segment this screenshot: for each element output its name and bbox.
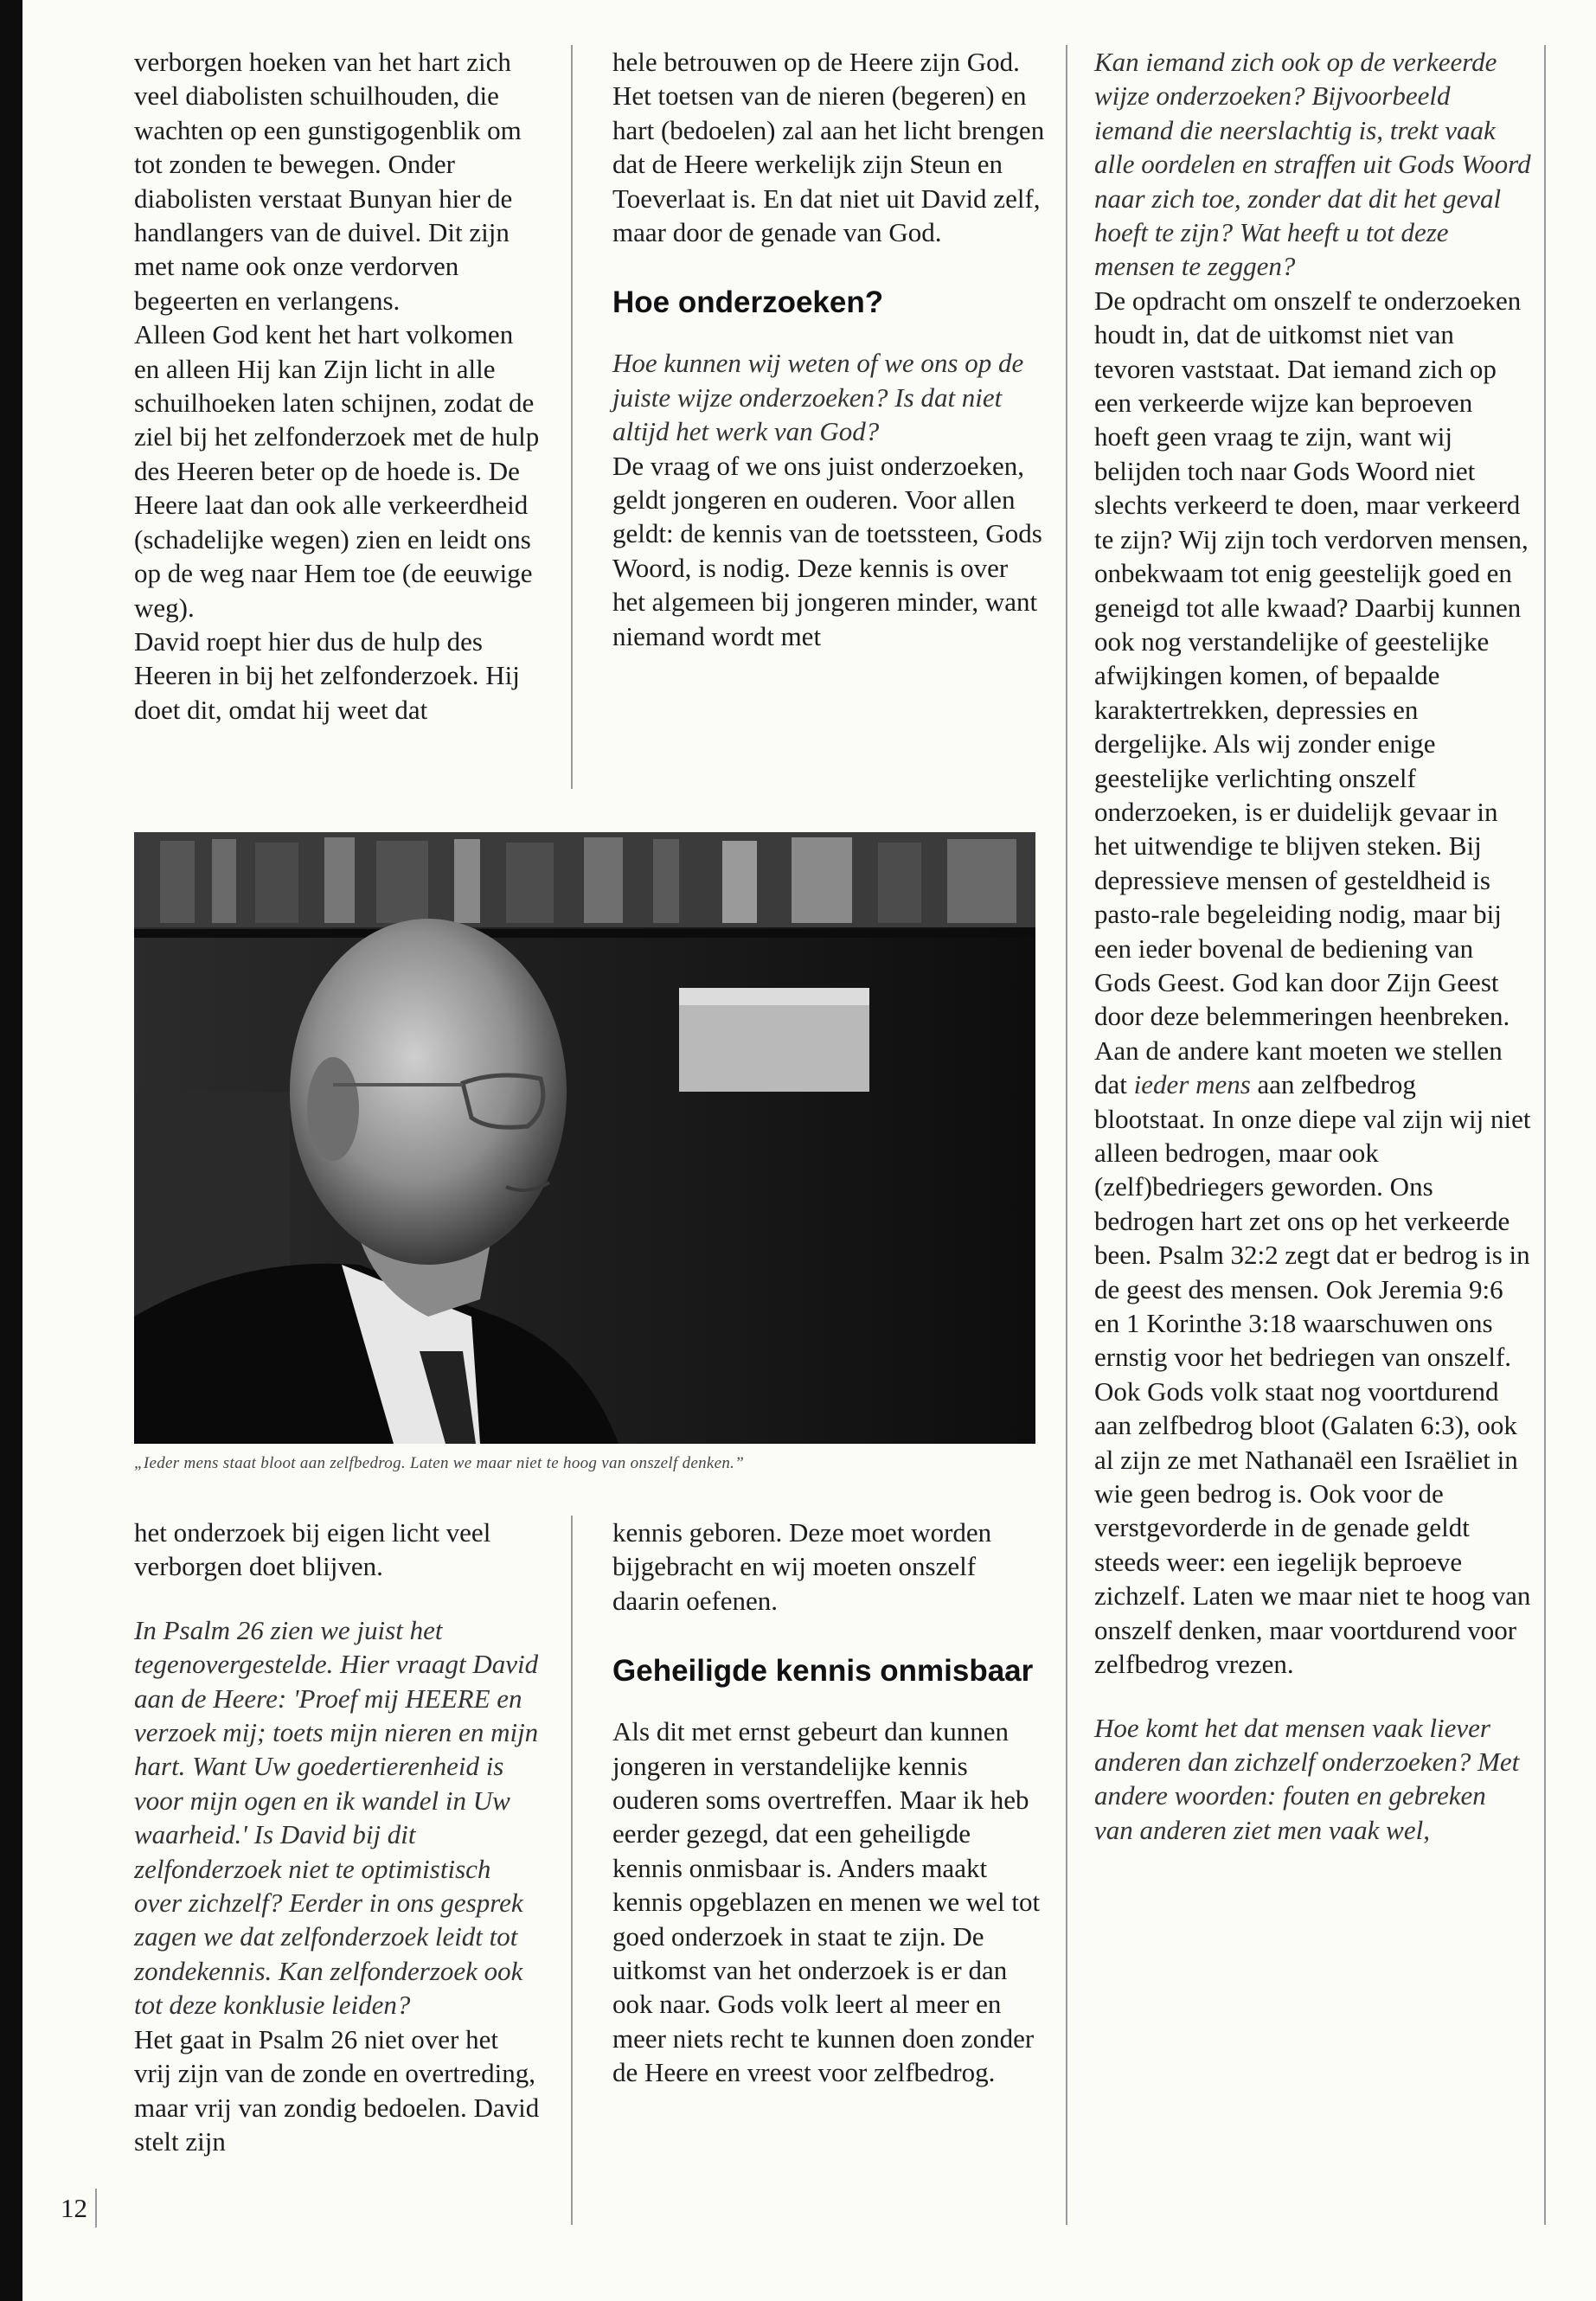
paragraph: Alleen God kent het hart volkomen en alleen Hij kan Zijn licht in alle schuilhoeken laten schijnen, zodat de ziel bij het zelfonderzoek met de hulp des Heeren beter op de hoede is. De Heere laat dan ook alle verkeerdheid (schadelijke wegen) zien en leidt ons op de weg naar Hem toe (de eeuwige weg). [134, 319, 540, 623]
column-rule [1066, 45, 1067, 2225]
paragraph: David roept hier dus de hulp des Heeren in bij het zelfonderzoek. Hij doet dit, omdat hij weet dat [134, 625, 520, 725]
column-rule [571, 1516, 573, 2225]
interview-question: In Psalm 26 zien we juist het tegenovergestelde. Hier vraagt David aan de Heere: 'Proef mij HEERE en verzoek mij; toets mijn nieren en mijn hart. Want Uw goedertierenheid is voor mijn ogen en ik wandel in Uw waarheid.' Is David bij dit zelfonderzoek niet te optimistisch over zichzelf? Eerder in ons gesprek zagen we dat zelfonderzoek leidt tot zondekennis. Kan zelfonderzoek ook tot deze konklusie leiden? [134, 1614, 539, 2021]
paragraph: het onderzoek bij eigen licht veel verborgen doet blijven. [134, 1517, 491, 1582]
emphasis: ieder mens [1133, 1069, 1251, 1100]
photo-caption: „Ieder mens staat bloot aan zelfbedrog. Laten we maar niet te hoog van onszelf denken.” [134, 1454, 745, 1472]
column-2-bottom [612, 1516, 1045, 2090]
column-rule [1544, 45, 1546, 2225]
column-1-bottom [134, 1516, 541, 2158]
interview-question: Kan iemand zich ook op de verkeerde wijze onderzoeken? Bijvoorbeeld iemand die neerslachtig is, trekt vaak alle oordelen en straffen uit Gods Woord naar zich toe, zonder dat dit het geval hoeft te zijn? Wat heeft u tot deze mensen te zeggen? [1094, 47, 1531, 282]
paragraph [1094, 1034, 1531, 1682]
text-run: Aan de andere kant moeten we stellen dat [1094, 1035, 1503, 1100]
portrait-illustration [134, 832, 1035, 1444]
column-rule [571, 45, 573, 789]
interview-question: Hoe komt het dat mensen vaak liever anderen dan zichzelf onderzoeken? Met andere woorden: fouten en gebreken van anderen ziet men vaak wel, [1094, 1712, 1520, 1845]
column-3 [1094, 45, 1531, 1847]
portrait-photo [134, 832, 1035, 1444]
paragraph: hele betrouwen op de Heere zijn God. Het toetsen van de nieren (begeren) en hart (bedoelen) zal aan het licht brengen dat de Heere werkelijk zijn Steun en Toeverlaat is. En dat niet uit David zelf, maar door de genade van God. [612, 47, 1045, 248]
paragraph: De opdracht om onszelf te onderzoeken houdt in, dat de uitkomst niet van tevoren vaststaat. Dat iemand zich op een verkeerde wijze kan beproeven hoeft geen vraag te zijn, want wij belijden toch naar Gods Woord niet slechts verkeerd te doen, maar verkeerd te zijn? Wij zijn toch verdorven mensen, onbekwaam tot enig geestelijk goed en geneigd tot alle kwaad? Daarbij kunnen ook nog verstandelijke of geestelijke afwijkingen komen, of bepaalde karaktertrekken, depressies en dergelijke. Als wij zonder enige geestelijke verlichting onszelf onderzoeken, is er duidelijk gevaar in het uitwendige te blijven steken. Bij depressieve mensen of gesteldheid is pasto-rale begeleiding nodig, maar bij een ieder bovenal de bediening van Gods Geest. God kan door Zijn Geest door deze belemmeringen heenbreken. [1094, 285, 1529, 1032]
paragraph: De vraag of we ons juist onderzoeken, geldt jongeren en ouderen. Voor allen geldt: de kennis van de toetssteen, Gods Woord, is nodig. Deze kennis is over het algemeen bij jongeren minder, want niemand wordt met [612, 450, 1042, 651]
column-rule [95, 2189, 97, 2227]
interview-question: Hoe kunnen wij weten of we ons op de juiste wijze onderzoeken? Is dat niet altijd het werk van God? [612, 348, 1024, 447]
paragraph: Als dit met ernst gebeurt dan kunnen jongeren in verstandelijke kennis ouderen soms overtreffen. Maar ik heb eerder gezegd, dat een geheiligde kennis onmisbaar is. Anders maakt kennis opgeblazen en menen we wel tot goed onderzoek in staat te zijn. De uitkomst van het onderzoek is er dan ook naar. Gods volk leert al meer en meer niets recht te kunnen doen zonder de Heere en vreest voor zelfbedrog. [612, 1716, 1041, 2088]
section-heading: Geheiligde kennis onmisbaar [612, 1654, 1034, 1689]
section-heading: Hoe onderzoeken? [612, 285, 884, 320]
paragraph: Het gaat in Psalm 26 niet over het vrij zijn van de zonde en overtreding, maar vrij van zondig bedoelen. David stelt zijn [134, 2023, 540, 2157]
page-number: 12 [61, 2193, 87, 2223]
column-1-top [134, 45, 541, 727]
scan-edge [0, 0, 22, 2301]
text-run: aan zelfbedrog blootstaat. In onze diepe val zijn wij niet alleen bedrogen, maar ook (zelf)bedriegers geworden. Ons bedrogen hart zet ons op het verkeerde been. Psalm 32:2 zegt dat er bedrog is in de geest des mensen. Ook Jeremia 9:6 en 1 Korinthe 3:18 waarschuwen ons ernstig voor het bedriegen van onszelf. Ook Gods volk staat nog voortdurend aan zelfbedrog bloot (Galaten 6:3), ook al zijn ze met Nathanaël een Israëliet in wie geen bedrog is. Ook voor de verstgevorderde in de genade geldt steeds weer: een iegelijk beproeve zichzelf. Laten we maar niet te hoog van onszelf denken, maar voortdurend voor zelfbedrog vrezen. [1094, 1069, 1531, 1680]
column-2-top [612, 45, 1045, 653]
paragraph: kennis geboren. Deze moet worden bijgebracht en wij moeten onszelf daarin oefenen. [612, 1517, 992, 1616]
paragraph: verborgen hoeken van het hart zich veel diabolisten schuilhouden, die wachten op een gunstigogenblik om tot zonden te bewegen. Onder diabolisten verstaat Bunyan hier de handlangers van de duivel. Dit zijn met name ook onze verdorven begeerten en verlangens. [134, 47, 522, 316]
